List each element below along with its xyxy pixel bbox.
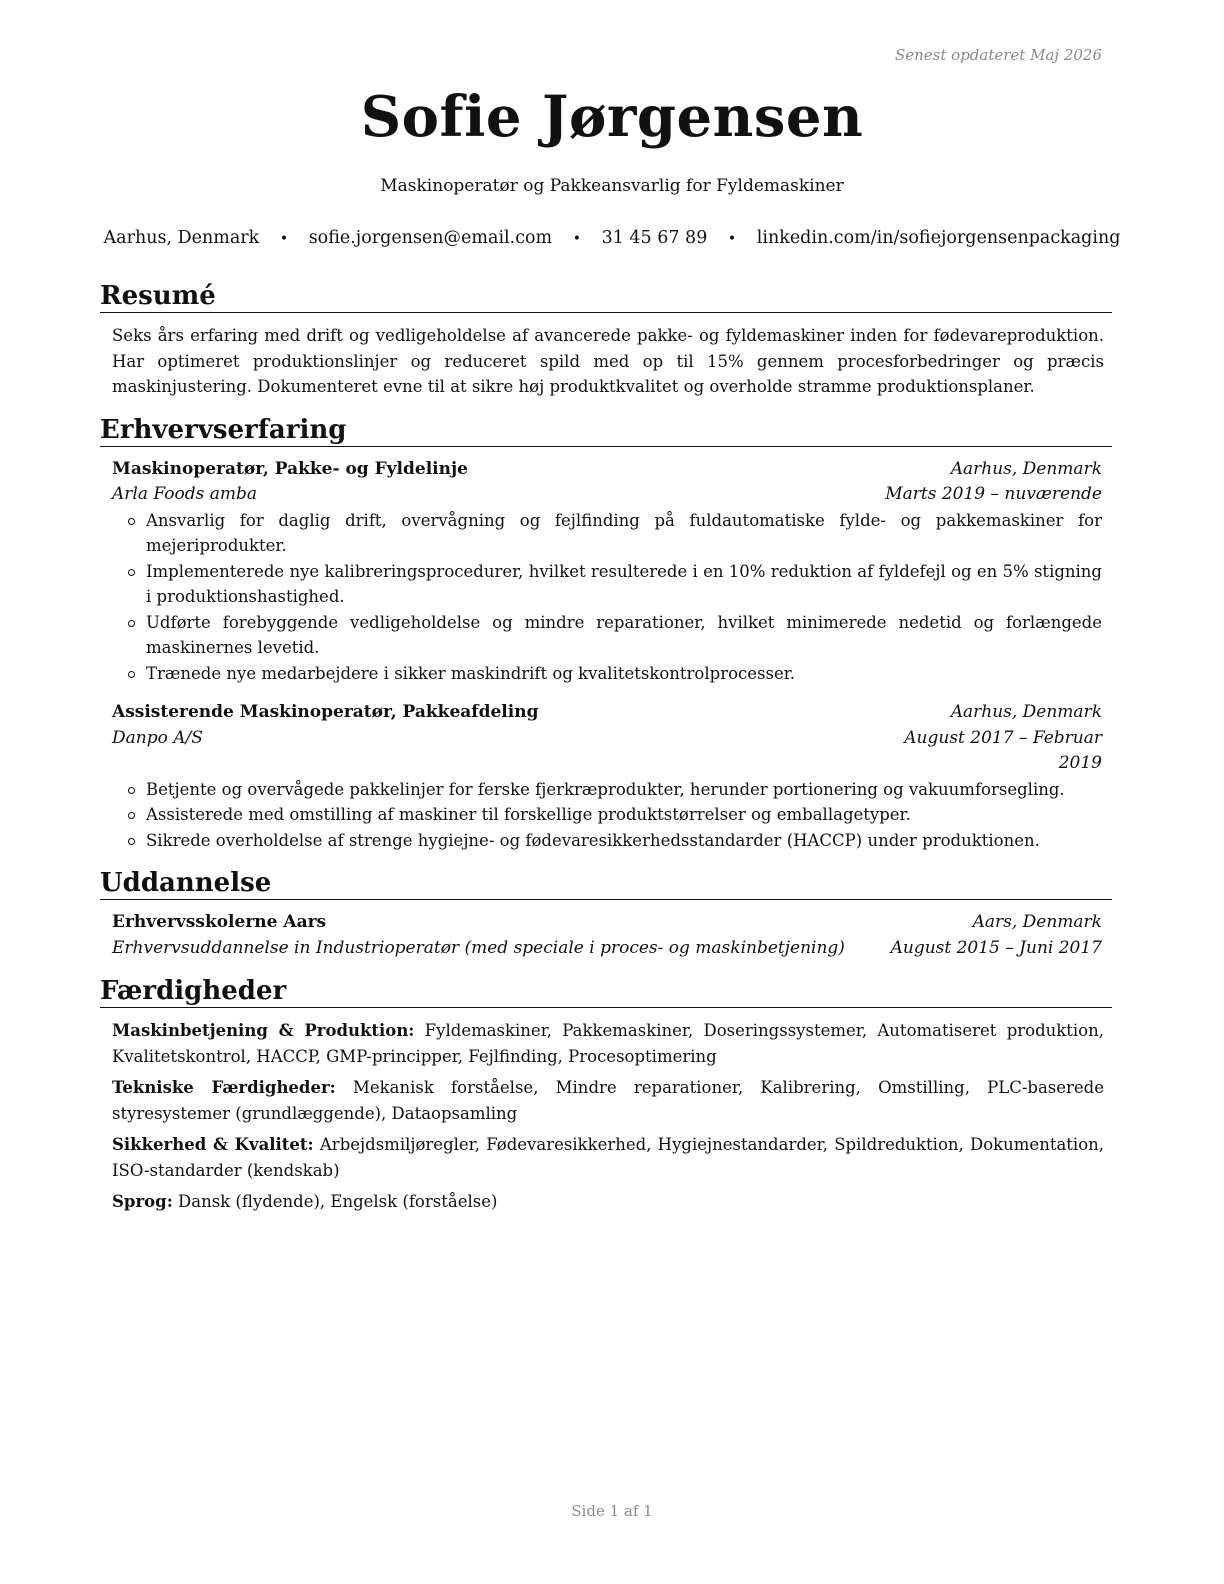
skill-group-items: Fyldemaskiner, Pakkemaskiner, Doseringssystemer, Automatiseret produktion, Kvalitetskontrol, HACCP, GMP-principper, Fejlfinding, Procesoptimering — [112, 1021, 1104, 1066]
list-item: Ansvarlig for daglig drift, overvågning og fejlfinding på fuldautomatiske fylde- og pakkemaskiner for mejeriprodukter. — [132, 508, 1102, 559]
job-location: Aarhus, Denmark — [950, 458, 1102, 479]
circle-bullet-icon — [128, 620, 135, 627]
job-dates: August 2017 – Februar 2019 — [904, 727, 1102, 773]
job-role: Maskinoperatør, Pakke- og Fyldelinje — [112, 458, 468, 479]
section-title-experience: Erhvervserfaring — [100, 414, 1112, 447]
education-dates: August 2015 – Juni 2017 — [890, 937, 1102, 958]
job-company: Arla Foods amba — [112, 484, 257, 504]
section-title-skills: Færdigheder — [100, 975, 1112, 1008]
job-entry — [100, 700, 1112, 853]
circle-bullet-icon — [128, 518, 135, 525]
skill-group-items: Arbejdsmiljøregler, Fødevaresikkerhed, Hygiejnestandarder, Spildreduktion, Dokumentation, ISO-standarder (kendskab) — [112, 1135, 1105, 1180]
school-location: Aars, Denmark — [972, 912, 1102, 932]
summary-text: Seks års erfaring med drift og vedligeholdelse af avancerede pakke- og fyldemaskiner inden for fødevareproduktion. Har optimeret produktionslinjer og reduceret spild med op til 15% gennem procesforbedringer og præcis maskinjustering. Dokumenteret evne til at sikre høj produktkvalitet og overholde stramme produktionsplaner. — [112, 326, 1104, 396]
education-entry — [100, 910, 1112, 961]
skill-group-label: Maskinbetjening & Produktion: — [112, 1021, 415, 1040]
circle-bullet-icon — [128, 787, 135, 794]
list-item: Udførte forebyggende vedligeholdelse og mindre reparationer, hvilket minimerede nedetid og forlængede maskinernes levetid. — [132, 610, 1102, 661]
list-item: Trænede nye medarbejdere i sikker maskindrift og kvalitetskontrolprocesser. — [132, 661, 1102, 687]
circle-bullet-icon — [128, 569, 135, 576]
degree: Erhvervsuddannelse in Industrioperatør (med speciale i proces- og maskinbetjening) — [112, 937, 845, 958]
last-updated-note: Senest opdateret Maj 2026 — [894, 46, 1102, 64]
list-item: Betjente og overvågede pakkelinjer for ferske fjerkræprodukter, herunder portionering og vakuumforsegling. — [132, 777, 1102, 803]
contact-email[interactable]: sofie.jorgensen@email.com — [308, 228, 553, 248]
skill-group — [100, 1189, 1112, 1215]
bullet-separator-icon: • — [572, 231, 581, 247]
contact-location: Aarhus, Denmark — [103, 228, 260, 248]
circle-bullet-icon — [128, 671, 135, 678]
bullet-separator-icon: • — [727, 231, 737, 247]
school-name: Erhvervsskolerne Aars — [112, 912, 327, 932]
job-bullets — [112, 777, 1102, 854]
job-location: Aarhus, Denmark — [950, 702, 1102, 722]
skill-group-label: Tekniske Færdigheder: — [112, 1078, 336, 1097]
list-item: Sikrede overholdelse af strenge hygiejne- og fødevaresikkerhedsstandarder (HACCP) under produktionen. — [132, 828, 1102, 854]
experience-section — [100, 414, 1112, 854]
skill-group-items: Dansk (flydende), Engelsk (forståelse) — [178, 1192, 498, 1211]
skill-group-label: Sprog: — [112, 1192, 173, 1211]
job-dates: Marts 2019 – nuværende — [885, 484, 1102, 504]
contact-line — [0, 228, 1224, 248]
circle-bullet-icon — [128, 812, 135, 819]
section-title-education: Uddannelse — [100, 867, 1112, 900]
contact-linkedin[interactable]: linkedin.com/in/sofiejorgensenpackaging — [756, 228, 1121, 248]
section-title-summary: Resumé — [100, 280, 1112, 313]
contact-phone: 31 45 67 89 — [601, 228, 708, 248]
bullet-separator-icon: • — [279, 231, 289, 247]
job-company: Danpo A/S — [112, 727, 203, 748]
skill-group-items: Mekanisk forståelse, Mindre reparationer, Kalibrering, Omstilling, PLC-baserede styresystemer (grundlæggende), Dataopsamling — [112, 1078, 1105, 1123]
skills-section — [100, 975, 1112, 1215]
resume-content — [100, 280, 1112, 1225]
circle-bullet-icon — [128, 838, 135, 845]
candidate-name: Sofie Jørgensen — [360, 84, 864, 150]
job-title: Maskinoperatør og Pakkeansvarlig for Fyldemaskiner — [380, 176, 844, 196]
skill-group — [100, 1132, 1112, 1183]
list-item: Assisterede med omstilling af maskiner til forskellige produktstørrelser og emballagetyper. — [132, 802, 1102, 828]
education-section — [100, 867, 1112, 961]
skill-group — [100, 1018, 1112, 1069]
job-role: Assisterende Maskinoperatør, Pakkeafdeling — [112, 702, 539, 722]
summary-section — [100, 280, 1112, 400]
page-number: Side 1 af 1 — [571, 1502, 653, 1520]
job-entry — [100, 457, 1112, 687]
skill-group — [100, 1075, 1112, 1126]
skill-group-label: Sikkerhed & Kvalitet: — [112, 1135, 314, 1154]
job-bullets — [112, 508, 1102, 687]
list-item: Implementerede nye kalibreringsprocedurer, hvilket resulterede i en 10% reduktion af fyldefejl og en 5% stigning i produktionshastighed. — [132, 559, 1102, 610]
